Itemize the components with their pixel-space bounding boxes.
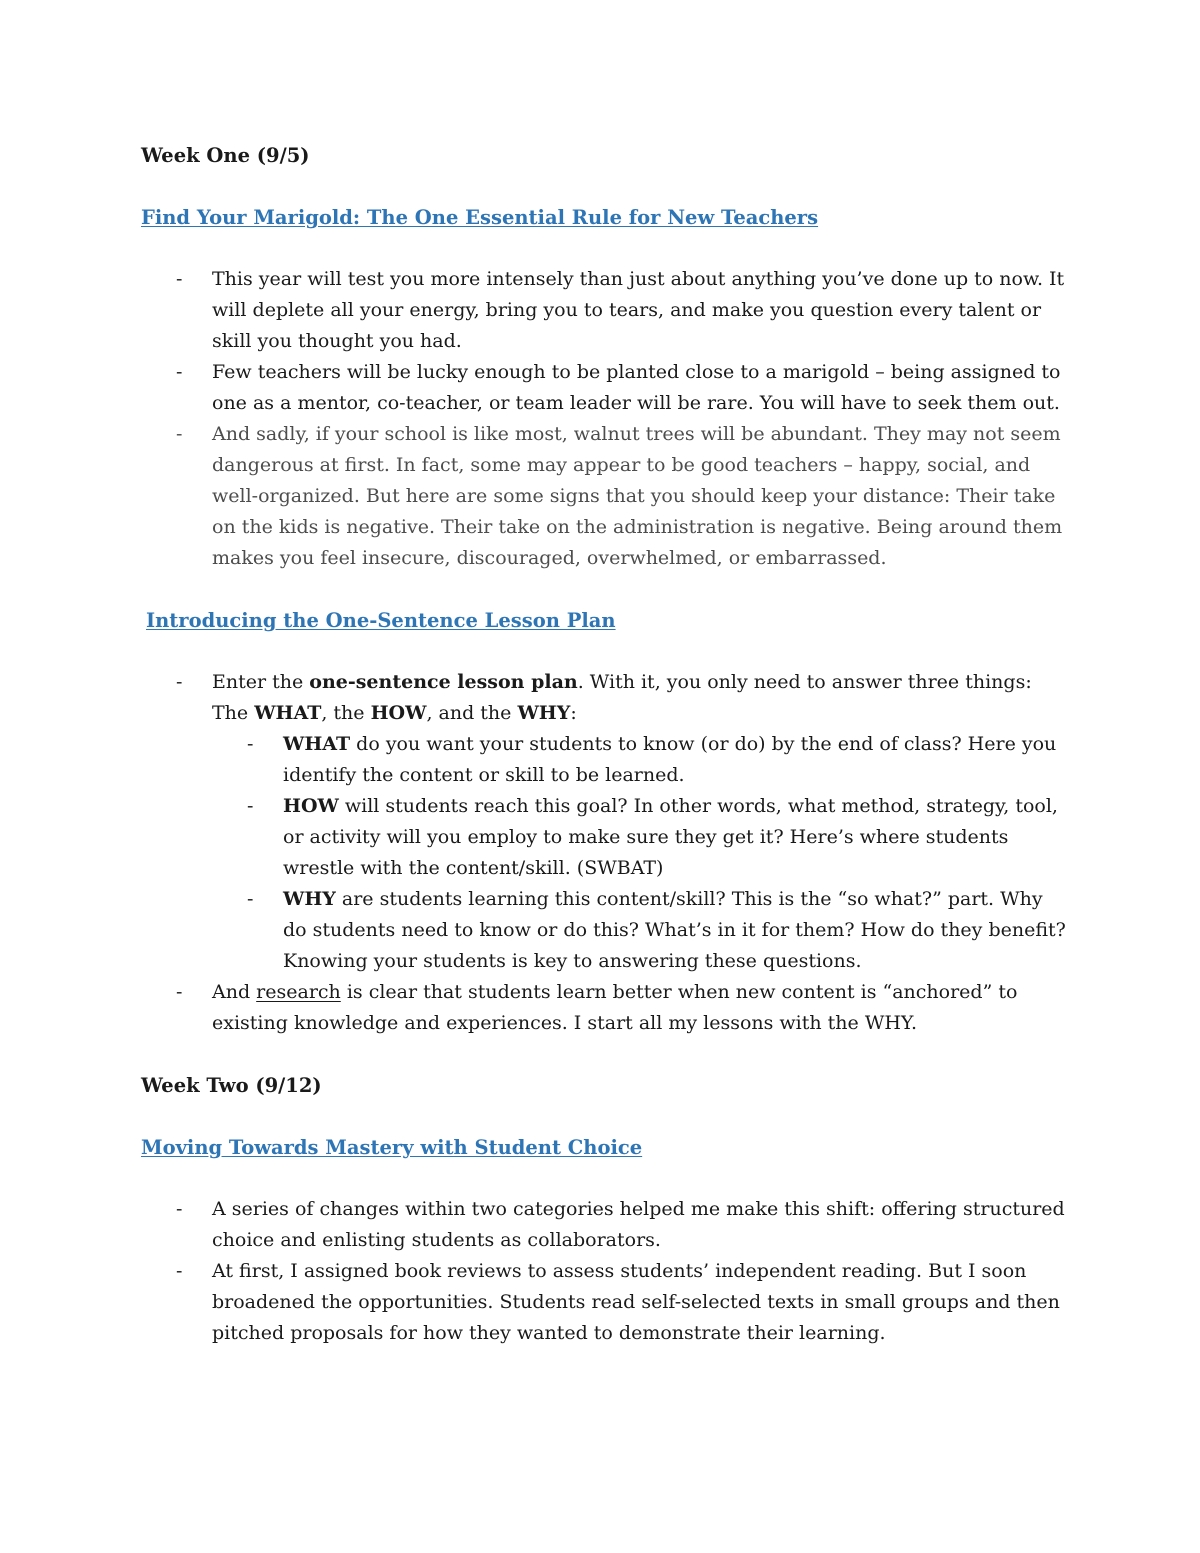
bullet-text: Few teachers will be lucky enough to be planted close to a marigold – being assigned to one as a mentor, co-teacher, or team leader will be rare. You will have to seek them out. — [212, 361, 1061, 414]
bullet-dash: - — [176, 981, 183, 1003]
bullet-text — [212, 981, 1017, 1034]
bullet-text: A series of changes within two categories helped me make this shift: offering structured choice and enlisting students as collaborators. — [212, 1198, 1065, 1251]
lesson-plan-bullet-list-2 — [141, 977, 1071, 1039]
text-run: Enter the — [212, 671, 310, 693]
bullet-dash: - — [247, 795, 254, 817]
bullet-dash: - — [176, 1198, 183, 1220]
bullet-dash: - — [176, 423, 183, 445]
list-item — [141, 977, 1071, 1039]
article-link-one-sentence-lesson-plan[interactable]: Introducing the One-Sentence Lesson Plan — [146, 609, 616, 632]
mastery-bullet-list — [141, 1194, 1071, 1349]
bold-term: HOW — [283, 795, 339, 817]
text-run: will students reach this goal? In other words, what method, strategy, tool, or activity will you employ to make sure they get it? Here’s where students wrestle with the content/skill. (SWBAT) — [283, 795, 1058, 879]
document-body — [141, 140, 1071, 1349]
bullet-dash: - — [247, 733, 254, 755]
bold-term: one-sentence lesson plan — [309, 671, 578, 693]
list-item — [141, 729, 1071, 791]
text-run: is clear that students learn better when new content is “anchored” to existing knowledge and experiences. I start all my lessons with the WHY. — [212, 981, 1018, 1034]
bullet-dash: - — [176, 268, 183, 290]
lesson-plan-sub-bullet-list — [141, 729, 1071, 977]
list-item — [141, 1194, 1071, 1256]
list-item — [141, 419, 1071, 574]
week-two-heading: Week Two (9/12) — [141, 1074, 322, 1097]
text-run: do you want your students to know (or do) by the end of class? Here you identify the content or skill to be learned. — [283, 733, 1057, 786]
bullet-text — [283, 733, 1056, 786]
bullet-dash: - — [247, 888, 254, 910]
bold-term: WHAT — [283, 733, 351, 755]
bullet-dash: - — [176, 361, 183, 383]
text-run: . With it, you only need to answer three things: The — [212, 671, 1032, 724]
text-run: , and the — [426, 702, 518, 724]
bold-term: WHAT — [254, 702, 322, 724]
bold-term: HOW — [370, 702, 427, 724]
text-run: And — [212, 981, 257, 1003]
marigold-bullet-list — [141, 264, 1071, 574]
bullet-text: And sadly, if your school is like most, walnut trees will be abundant. They may not seem dangerous at first. In fact, some may appear to be good teachers – happy, social, and well-organized. But here are some signs that you should keep your distance: Their take on the kids is negative. Their take on the administration is negative. Being around them makes you feel insecure, discouraged, overwhelmed, or embarrassed. — [212, 423, 1063, 569]
bold-term: WHY — [283, 888, 336, 910]
text-run: are students learning this content/skill? This is the “so what?” part. Why do students need to know or do this? What’s in it for them? How do they benefit? Knowing your students is key to answering these questions. — [283, 888, 1066, 972]
list-item — [141, 791, 1071, 884]
week-one-heading: Week One (9/5) — [141, 144, 310, 167]
bullet-text — [212, 671, 1032, 724]
lesson-plan-bullet-list — [141, 667, 1071, 729]
research-link[interactable]: research — [256, 981, 341, 1003]
bullet-text — [283, 795, 1058, 879]
list-item — [141, 1256, 1071, 1349]
bullet-text: At first, I assigned book reviews to assess students’ independent reading. But I soon broadened the opportunities. Students read self-selected texts in small groups and then pitched proposals for how they wanted to demonstrate their learning. — [212, 1260, 1060, 1344]
list-item — [141, 264, 1071, 357]
article-link-find-your-marigold[interactable]: Find Your Marigold: The One Essential Rule for New Teachers — [141, 206, 819, 229]
bullet-dash: - — [176, 671, 183, 693]
article-link-moving-towards-mastery[interactable]: Moving Towards Mastery with Student Choice — [141, 1136, 643, 1159]
list-item — [141, 884, 1071, 977]
list-item — [141, 667, 1071, 729]
text-run: : — [570, 702, 577, 724]
bullet-dash: - — [176, 1260, 183, 1282]
bullet-text — [283, 888, 1066, 972]
bullet-text: This year will test you more intensely than just about anything you’ve done up to now. It will deplete all your energy, bring you to tears, and make you question every talent or skill you thought you had. — [212, 268, 1065, 352]
bold-term: WHY — [517, 702, 571, 724]
text-run: , the — [321, 702, 371, 724]
list-item — [141, 357, 1071, 419]
